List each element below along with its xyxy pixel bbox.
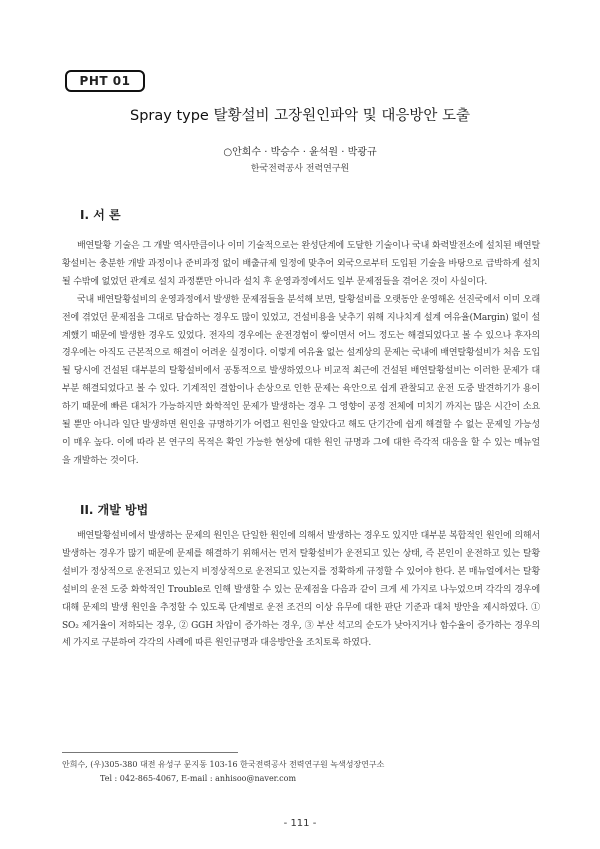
paragraph: 국내 배연탈황설비의 운영과정에서 발생한 문제점들을 분석해 보면, 탈황설비를 오랫동안 운영해온 선진국에서 이미 오래전에 겪었던 문제점을 그대로 답습하는 경우도 많이 있었고, 건설비용을 낮추기 위해 지나치게 설계 여유율(Margin) 없이 설계했기 때문에 발생한 경우도 있었다. 전자의 경우에는 운전경험이 쌓이면서 어느 정도는 해결되었다고 볼 수 있으나 후자의 경우에는 아직도 근본적으로 해결이 어려운 실정이다. 이렇게 여유율 없는 설계상의 문제는 국내에 배연탈황설비가 처음 도입될 당시에 건설된 대부분의 탈황설비에서 공통적으로 발생하였으나 비교적 최근에 건설된 배연탈황설비는 이러한 문제가 대부분 해결되었다고 볼 수 있다. 기계적인 결함이나 손상으로 인한 문제는 육안으로 쉽게 관찰되고 운전 도중 발견하기가 용이하기 때문에 빠른 대처가 가능하지만 화학적인 문제가 발생하는 경우 그 영향이 공정 전체에 미치기 까지는 많은 시간이 소요될 뿐만 아니라 일단 발생하면 원인을 규명하기가 어렵고 원인을 알았다고 해도 단기간에 쉽게 해결할 수 없는 문제일 가능성이 매우 높다. 이에 따라 본 연구의 목적은 확인 가능한 현상에 대한 원인 규명과 그에 대한 즉각적 대응을 할 수 있는 매뉴얼을 개발하는 것이다. — [62, 294, 540, 466]
footnote-divider — [62, 752, 238, 753]
footnote-address: 안희수, (우)305-380 대전 유성구 문지동 103-16 한국전력공사 전력연구원 녹색성장연구소 — [62, 760, 385, 769]
author-list: ○안희수 · 박승수 · 윤석원 · 박광규 — [223, 147, 377, 158]
paragraph: 배연탈황설비에서 발생하는 문제의 원인은 단일한 원인에 의해서 발생하는 경우도 있지만 대부분 복합적인 원인에 의해서 발생하는 경우가 많기 때문에 문제를 해결하기 위해서는 먼저 탈황설비가 운전되고 있는 상태, 즉 본인이 운전하고 있는 탈황설비가 정상적으로 운전되고 있는지 비정상적으로 운전되고 있는지를 정확하게 규정할 수 있어야 한다. 본 매뉴얼에서는 탈황설비의 운전 도중 화학적인 Trouble로 인해 발생할 수 있는 문제점을 다음과 같이 크게 세 가지로 나누었으며 각각의 경우에 대해 문제의 발생 원인을 추정할 수 있도록 단계별로 운전 조건의 이상 유무에 대한 판단 기준과 대처 방안을 제시하였다. ① SO₂ 제거율이 저하되는 경우, ② GGH 차압이 증가하는 경우, ③ 부산 석고의 순도가 낮아지거나 함수율이 증가하는 경우의 세 가지로 구분하여 각각의 사례에 따른 원인규명과 대응방안을 조치토록 하였다. — [62, 531, 540, 649]
section-heading-method: II. 개발 방법 — [80, 503, 149, 517]
affiliation: 한국전력공사 전력연구원 — [250, 164, 350, 174]
section-heading-introduction: I. 서 론 — [80, 208, 121, 222]
footnote-contact: Tel : 042-865-4067, E-mail : anhisoo@naver.com — [100, 774, 297, 783]
paper-code-badge: PHT 01 — [65, 70, 145, 92]
section-body-introduction — [62, 238, 540, 471]
section-body-method — [62, 528, 540, 653]
page-number: - 111 - — [283, 818, 317, 829]
paper-title: Spray type 탈황설비 고장원인파악 및 대응방안 도출 — [130, 108, 470, 124]
paragraph: 배연탈황 기술은 그 개발 역사만큼이나 이미 기술적으로는 완성단계에 도달한 기술이나 국내 화력발전소에 설치된 배연탈황설비는 충분한 개발 과정이나 준비과정 없이 배출규제 일정에 맞추어 외국으로부터 도입된 기술을 바탕으로 급박하게 설치될 수밖에 없었던 관계로 설치 과정뿐만 아니라 설치 후 운영과정에서도 일부 문제점들을 겪어온 것이 사실이다. — [62, 241, 540, 287]
footnote — [62, 758, 384, 786]
